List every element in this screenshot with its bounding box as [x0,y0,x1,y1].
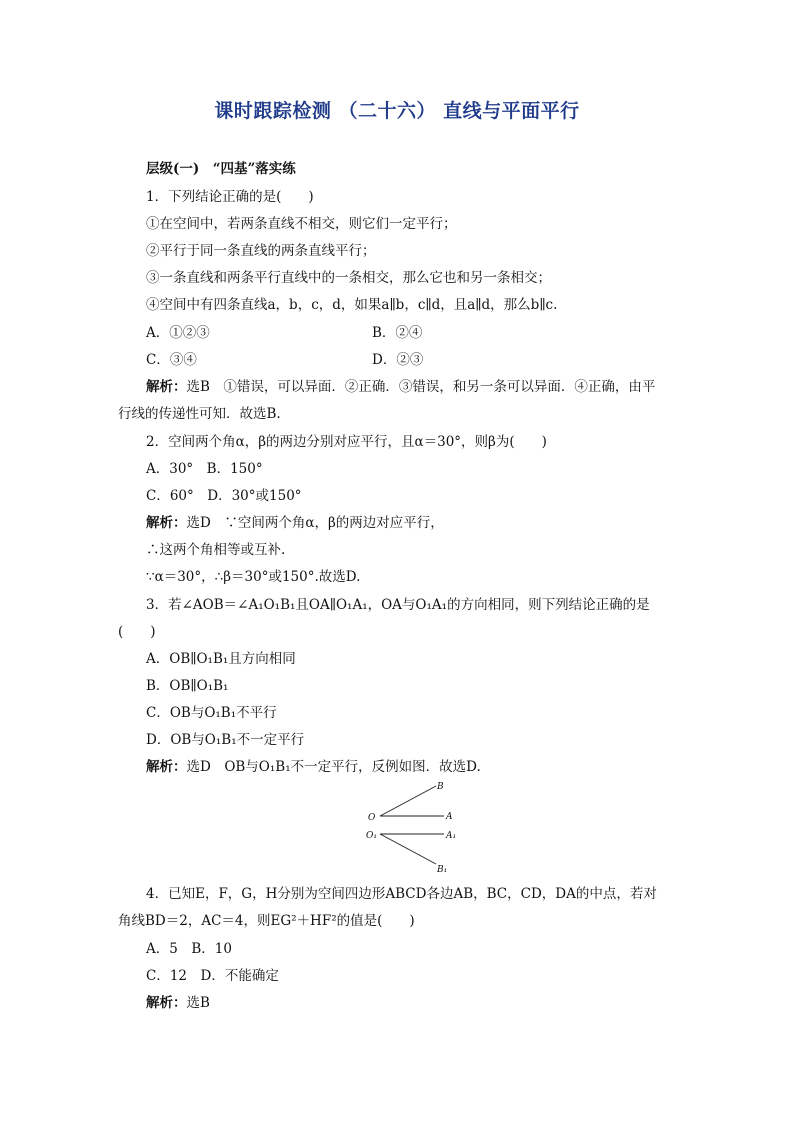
q2-stem: 2．空间两个角α，β的两边分别对应平行，且α＝30°，则β为( ) [146,434,547,450]
label-b1: B₁ [437,865,448,875]
q2-options-ab: A．30° B．150° [146,461,263,477]
q1-statement-2: ②平行于同一条直线的两条直线平行； [146,243,376,259]
q4-stem-line2: 角线BD＝2，AC＝4，则EG²＋HF²的值是( ) [118,913,415,929]
q2-answer-text: 选D ∵空间两个角α，β的两边对应平行， [186,515,444,531]
q3-stem: 3．若∠AOB＝∠A₁O₁B₁且OA∥O₁A₁，OA与O₁A₁的方向相同，则下列结论正确的是 [146,597,650,613]
q3-option-d: D．OB与O₁B₁不一定平行 [146,732,305,748]
page-title: 课时跟踪检测 （二十六） 直线与平面平行 [214,100,580,122]
q3-option-a: A．OB∥O₁B₁且方向相同 [146,651,296,667]
q1-answer-text: 选B ①错误，可以异面．②正确．③错误，和另一条可以异面．④正确，由平 [186,379,656,395]
q1-option-d: D．②③ [372,352,424,368]
q4-answer-text: 选B [186,995,210,1011]
q3-stem-line2: ( ) [118,624,156,640]
q2-answer-line2: ∴这两个角相等或互补. [146,542,286,558]
q2-answer-line3: ∵α＝30°，∴β＝30°或150°.故选D. [146,569,361,585]
label-b: B [437,782,444,792]
q3-answer [146,758,481,776]
q2-answer [146,514,444,532]
answer-label: 解析： [146,515,187,531]
q4-options-cd: C．12 D．不能确定 [146,968,279,984]
level-heading: 层级(一) “四基”落实练 [146,161,296,177]
q4-stem: 4．已知E，F，G，H分别为空间四边形ABCD各边AB，BC，CD，DA的中点，若对 [146,886,657,902]
q4-options-ab: A．5 B．10 [146,941,232,957]
q1-option-c: C．③④ [146,352,197,368]
q4-answer [146,994,210,1012]
q1-option-a: A．①②③ [146,325,210,341]
answer-label: 解析： [146,379,187,395]
answer-label: 解析： [146,759,187,775]
label-a1: A₁ [446,831,457,841]
q3-option-b: B．OB∥O₁B₁ [146,678,229,694]
label-a: A [446,812,453,822]
label-o1: O₁ [366,831,377,841]
label-o: O [368,813,376,823]
angle-counterexample-figure [360,780,470,876]
q3-option-c: C．OB与O₁B₁不平行 [146,705,277,721]
answer-label: 解析： [146,995,187,1011]
q1-option-b: B．②④ [372,325,423,341]
q3-answer-text: 选D OB与O₁B₁不一定平行，反例如图．故选D. [186,759,481,775]
q1-statement-1: ①在空间中，若两条直线不相交，则它们一定平行； [146,216,457,232]
ray-ob [380,786,436,816]
q1-answer [146,378,655,396]
q2-options-cd: C．60° D．30°或150° [146,488,302,504]
q1-statement-3: ③一条直线和两条平行直线中的一条相交，那么它也和另一条相交； [146,270,551,286]
ray-o1b1 [380,834,436,864]
q1-answer-line2: 行线的传递性可知．故选B. [118,406,281,422]
q1-statement-4: ④空间中有四条直线a，b，c，d，如果a∥b，c∥d，且a∥d，那么b∥c. [146,297,558,313]
q1-stem: 1．下列结论正确的是( ) [146,189,314,205]
